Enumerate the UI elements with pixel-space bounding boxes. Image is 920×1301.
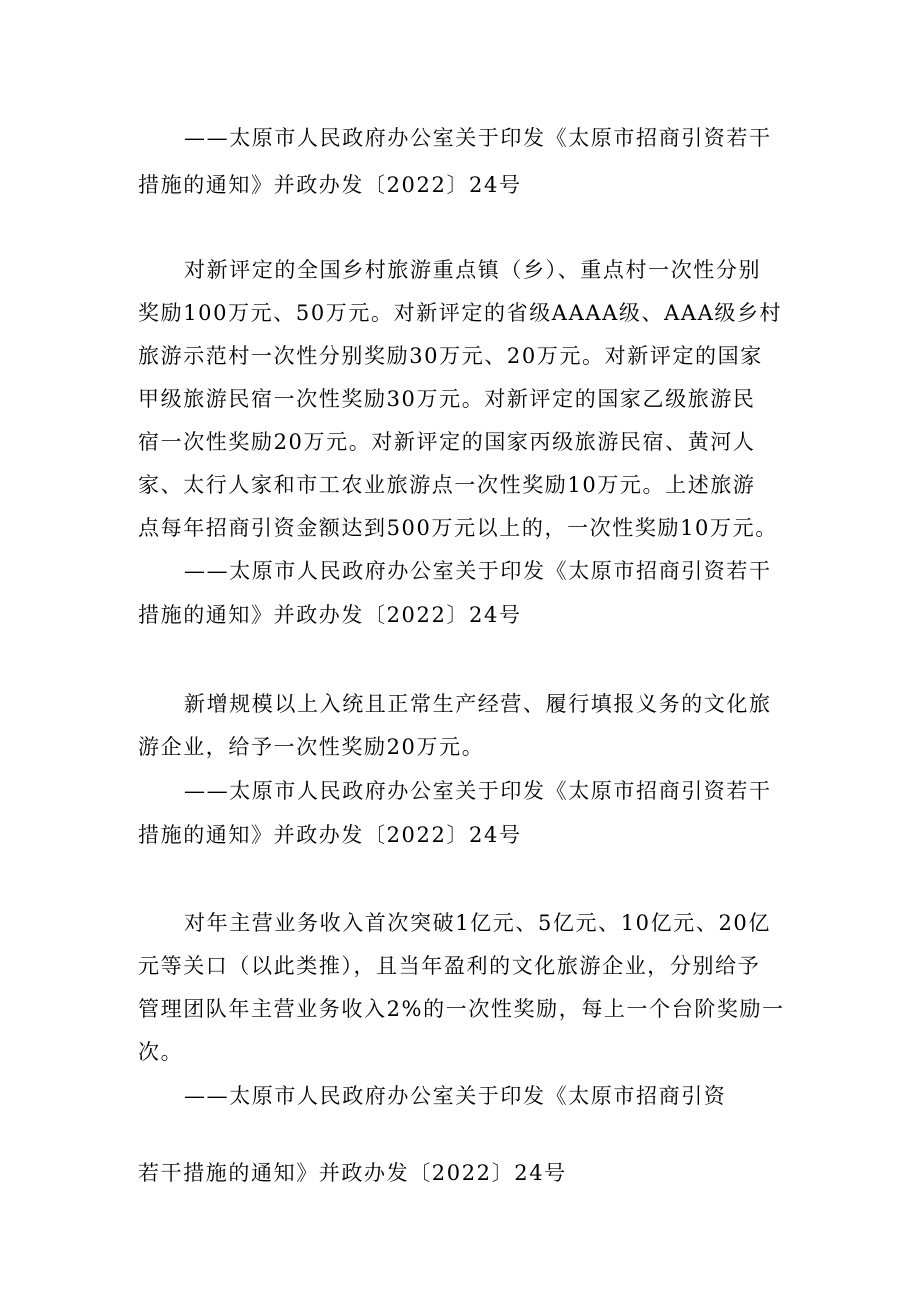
paragraph-line: 对新评定的全国乡村旅游重点镇（乡）、重点村一次性分别 bbox=[184, 258, 762, 282]
paragraph-line: 管理团队年主营业务收入2%的一次性奖励，每上一个台阶奖励一 bbox=[138, 997, 785, 1021]
source-citation-line: 措施的通知》并政办发〔2022〕24号 bbox=[138, 603, 522, 627]
paragraph-line: 家、太行人家和市工农业旅游点一次性奖励10万元。上述旅游 bbox=[138, 473, 756, 497]
paragraph-line: 奖励100万元、50万元。对新评定的省级AAAA级、AAA级乡村 bbox=[138, 301, 783, 325]
source-citation-line: ——太原市人民政府办公室关于印发《太原市招商引资 bbox=[184, 1084, 727, 1108]
paragraph-line: 甲级旅游民宿一次性奖励30万元。对新评定的国家乙级旅游民 bbox=[138, 387, 756, 411]
source-citation-line: ——太原市人民政府办公室关于印发《太原市招商引资若干 bbox=[184, 779, 772, 803]
paragraph-line: 旅游示范村一次性分别奖励30万元、20万元。对新评定的国家 bbox=[138, 344, 763, 368]
paragraph-line: 对年主营业务收入首次突破1亿元、5亿元、10亿元、20亿 bbox=[184, 911, 771, 935]
source-citation-line: ——太原市人民政府办公室关于印发《太原市招商引资若干 bbox=[184, 126, 772, 150]
paragraph-line: 新增规模以上入统且正常生产经营、履行填报义务的文化旅 bbox=[184, 692, 772, 716]
source-citation-line: 措施的通知》并政办发〔2022〕24号 bbox=[138, 823, 522, 847]
paragraph-line: 元等关口（以此类推），且当年盈利的文化旅游企业，分别给予 bbox=[138, 954, 761, 978]
document-page bbox=[138, 0, 788, 1301]
source-citation-line: ——太原市人民政府办公室关于印发《太原市招商引资若干 bbox=[184, 559, 772, 583]
paragraph-line: 宿一次性奖励20万元。对新评定的国家丙级旅游民宿、黄河人 bbox=[138, 430, 756, 454]
paragraph-line: 点每年招商引资金额达到500万元以上的，一次性奖励10万元。 bbox=[138, 516, 778, 540]
paragraph-line: 游企业，给予一次性奖励20万元。 bbox=[138, 735, 485, 759]
source-citation-line: 措施的通知》并政办发〔2022〕24号 bbox=[138, 173, 522, 197]
source-citation-line: 若干措施的通知》并政办发〔2022〕24号 bbox=[138, 1161, 567, 1185]
paragraph-line: 次。 bbox=[138, 1040, 184, 1064]
